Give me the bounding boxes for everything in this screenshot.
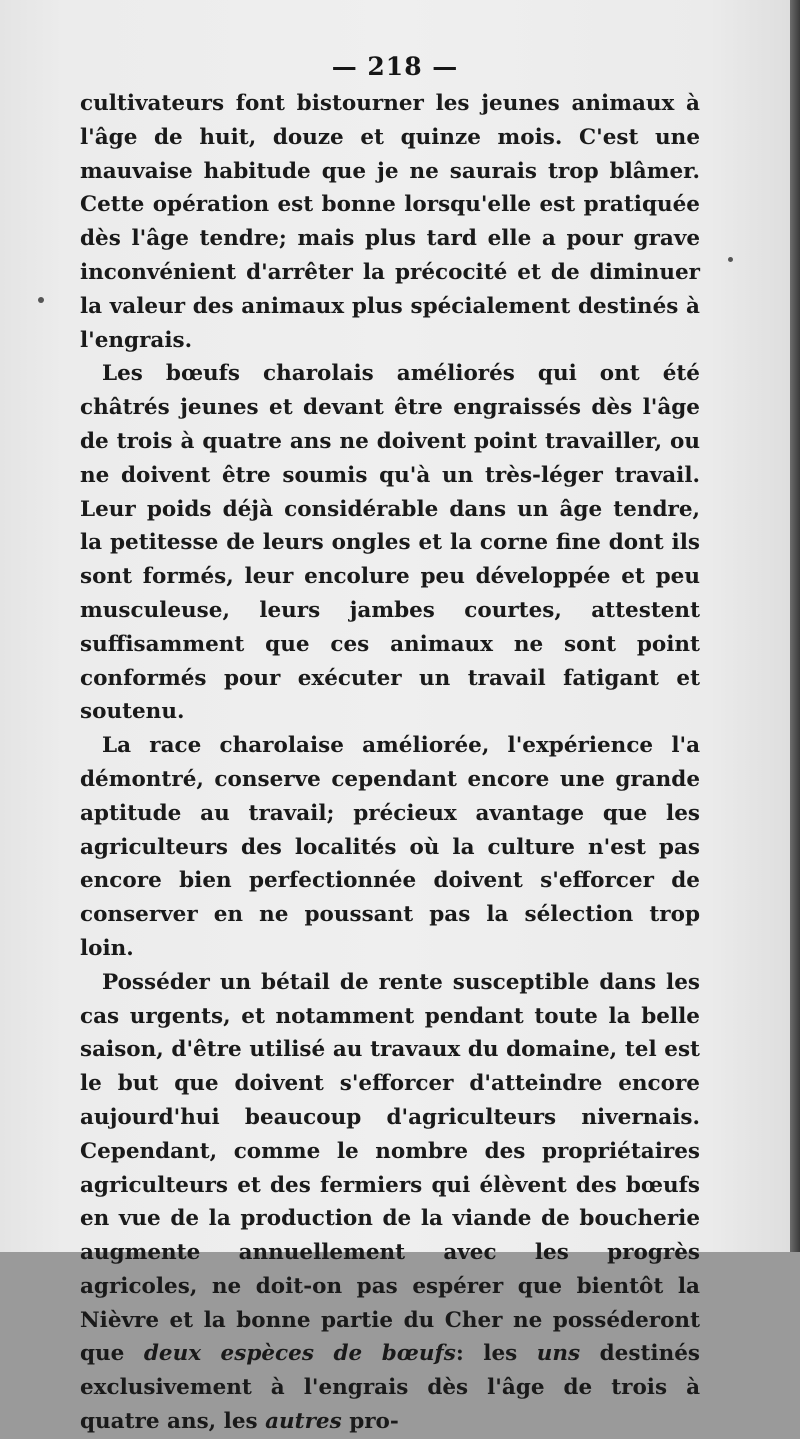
paragraph-4-emphasis-1: deux espèces de bœufs [143,1341,456,1367]
ink-speck [728,257,733,262]
paragraph-3: La race charolaise améliorée, l'expérience l'a démontré, conserve cependant encore une grande aptitude au travail; précieux avantage que les agriculteurs des localités où la culture n'est pas encore bien perfectionnée doivent s'efforcer de conserver en ne poussant pas la sélection trop loin. [80,733,700,961]
page-edge-shadow [790,0,800,1252]
paragraph-2: Les bœufs charolais améliorés qui ont été châtrés jeunes et devant être engraissés dès l'âge de trois à quatre ans ne doivent point travailler, ou ne doivent être soumis qu'à un très-léger travail. Leur poids déjà considérable dans un âge tendre, la petitesse de leurs ongles et la corne fine dont ils sont formés, leur encolure peu développée et peu musculeuse, leurs jambes courtes, attestent suffisamment que ces animaux ne sont point conformés pour exécuter un travail fatigant et soutenu. [80,361,700,725]
paragraph-1: cultivateurs font bistourner les jeunes animaux à l'âge de huit, douze et quinze mois. C'est une mauvaise habitude que je ne saurais trop blâmer. Cette opération est bonne lorsqu'elle est pratiquée dès l'âge tendre; mais plus tard elle a pour grave inconvénient d'arrêter la précocité et de diminuer la valeur des animaux plus spécialement destinés à l'engrais. [80,91,700,353]
paragraph-4-emphasis-2: uns [536,1341,581,1367]
paragraph-4 [80,966,700,1439]
ink-speck [38,297,44,303]
paragraph-4-text-a: Posséder un bétail de rente susceptible dans les cas urgents, et notamment pendant toute la belle saison, d'être utilisé au travaux du domaine, tel est le but que doivent s'efforcer d'atteindre encore aujourd'hui beaucoup d'agriculteurs nivernais. Cependant, comme le nombre des propriétaires agriculteurs et des fermiers qui élèvent des bœufs en vue de la production de la viande de boucherie augmente annuellement avec les progrès agricoles, ne doit-on pas espérer que bientôt la Nièvre et la bonne partie du Cher ne posséderont que [80,969,700,1367]
paragraph-4-text-d: pro- [341,1409,399,1435]
body-text [80,87,700,1439]
page-number: — 218 — [331,52,459,81]
paragraph-4-emphasis-3: autres [265,1409,342,1435]
paragraph-4-text-c: destinés exclusivement à l'engrais dès l'âge de trois à quatre ans, les [80,1341,700,1435]
paragraph-4-text-b: : les [455,1341,537,1367]
